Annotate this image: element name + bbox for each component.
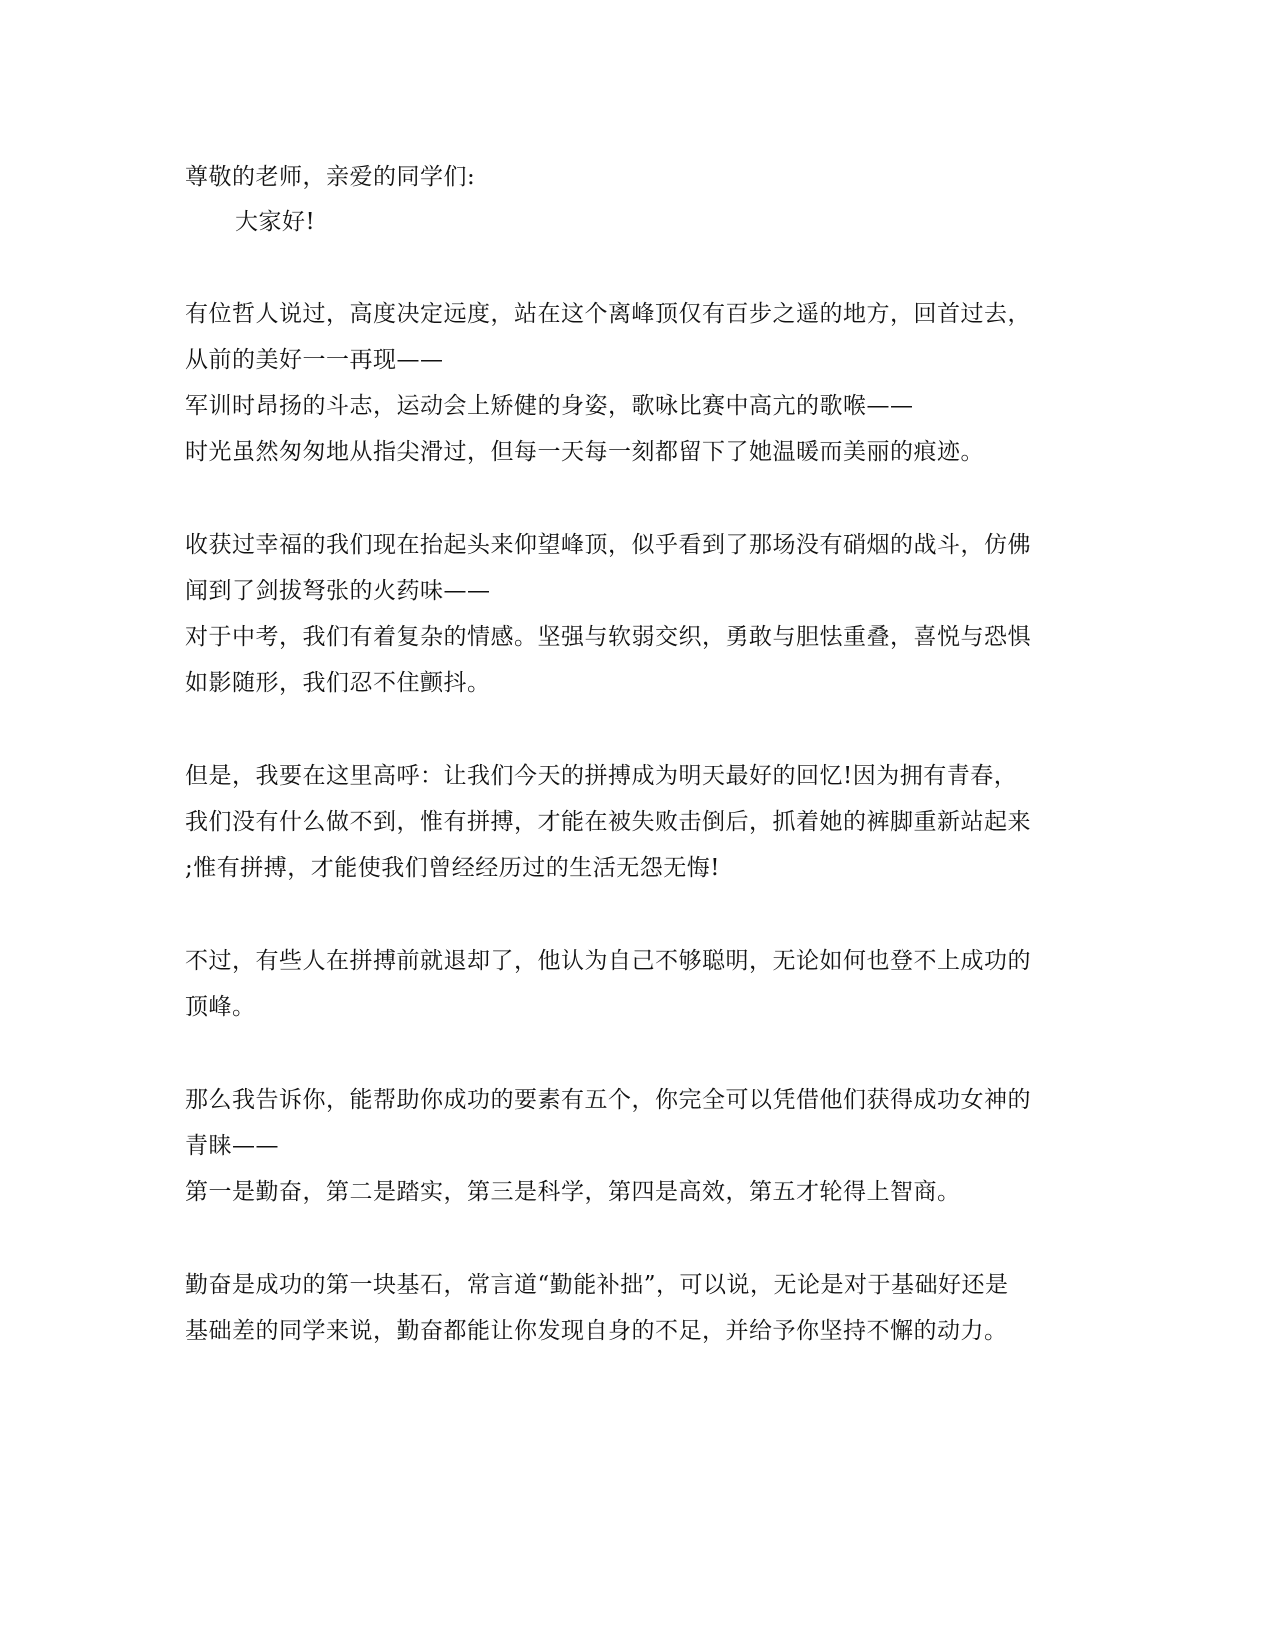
paragraph-line: 我们没有什么做不到，惟有拼搏，才能在被失败击倒后，抓着她的裤脚重新站起来 [185, 809, 1031, 835]
paragraph-line: 如影随形，我们忍不住颤抖。 [185, 670, 491, 696]
paragraph-line: 有位哲人说过，高度决定远度，站在这个离峰顶仅有百步之遥的地方，回首过去， [185, 301, 1031, 327]
paragraph-line: 时光虽然匆匆地从指尖滑过，但每一天每一刻都留下了她温暖而美丽的痕迹。 [185, 439, 984, 465]
paragraph-line: 基础差的同学来说，勤奋都能让你发现自身的不足，并给予你坚持不懈的动力。 [185, 1318, 1008, 1344]
salutation: 尊敬的老师，亲爱的同学们: [185, 164, 476, 190]
paragraph-line: 从前的美好一一再现—— [185, 347, 444, 373]
paragraph-line: 那么我告诉你，能帮助你成功的要素有五个，你完全可以凭借他们获得成功女神的 [185, 1087, 1031, 1113]
paragraph-line: 第一是勤奋，第二是踏实，第三是科学，第四是高效，第五才轮得上智商。 [185, 1179, 961, 1205]
paragraph-line: 闻到了剑拔弩张的火药味—— [185, 578, 491, 604]
paragraph-line: ;惟有拼搏，才能使我们曾经经历过的生活无怨无悔! [185, 855, 720, 881]
paragraph-line: 青睐—— [185, 1133, 279, 1159]
paragraph-line: 不过，有些人在拼搏前就退却了，他认为自己不够聪明，无论如何也登不上成功的 [185, 948, 1031, 974]
greeting: 大家好! [235, 209, 316, 235]
paragraph-line: 勤奋是成功的第一块基石，常言道“勤能补拙”，可以说，无论是对于基础好还是 [185, 1272, 1009, 1298]
paragraph-line: 但是，我要在这里高呼：让我们今天的拼搏成为明天最好的回忆!因为拥有青春， [185, 763, 1018, 789]
paragraph-line: 顶峰。 [185, 994, 256, 1020]
paragraph-line: 军训时昂扬的斗志，运动会上矫健的身姿，歌咏比赛中高亢的歌喉—— [185, 393, 914, 419]
paragraph-line: 收获过幸福的我们现在抬起头来仰望峰顶，似乎看到了那场没有硝烟的战斗，仿佛 [185, 532, 1031, 558]
paragraph-line: 对于中考，我们有着复杂的情感。坚强与软弱交织，勇敢与胆怯重叠，喜悦与恐惧 [185, 624, 1031, 650]
